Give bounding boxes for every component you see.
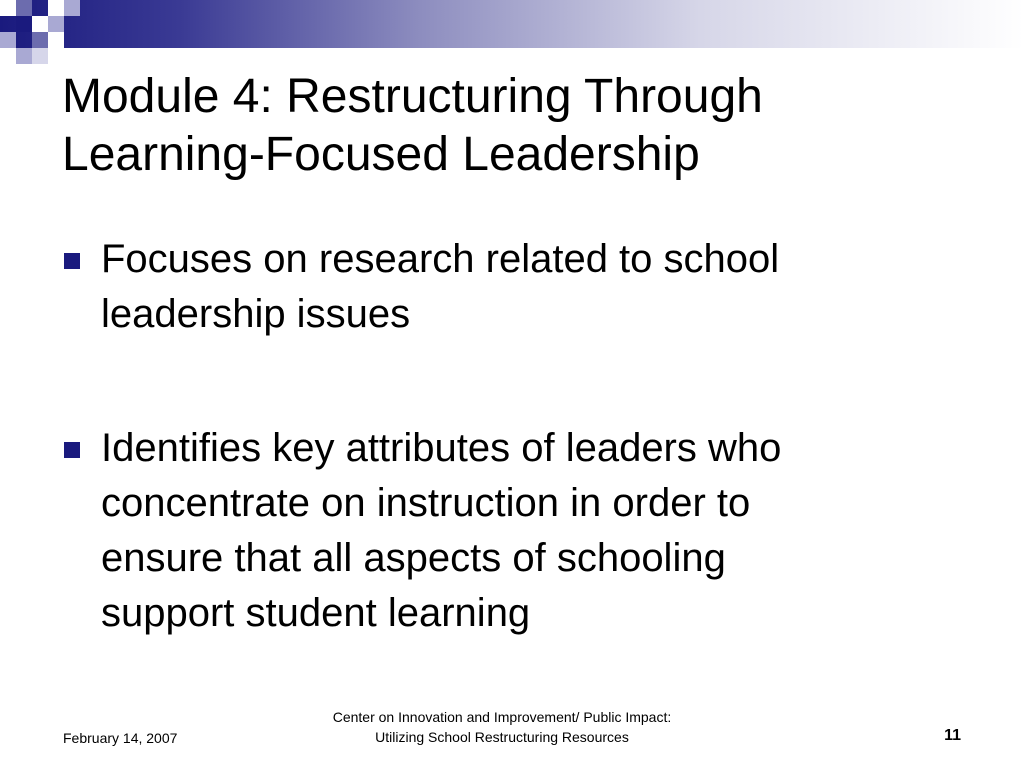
deco-square [16, 0, 32, 16]
bullet-text-line: support student learning [101, 591, 531, 635]
deco-square [32, 32, 48, 48]
footer-source-line: Center on Innovation and Improvement/ Public Impact: [332, 709, 672, 725]
slide-title [62, 68, 1002, 184]
footer-source [242, 707, 762, 747]
deco-square [64, 0, 80, 16]
page-number: 11 [944, 727, 961, 744]
bullet-text-line: ensure that all aspects of schooling [101, 536, 726, 580]
header-gradient-bar [0, 0, 1024, 48]
slide-title-line: Learning-Focused Leadership [62, 128, 700, 181]
deco-square [0, 32, 16, 48]
bullet-item [64, 421, 964, 641]
deco-square [32, 16, 48, 32]
bullet-text-line: Focuses on research related to school [101, 237, 780, 281]
square-bullet-icon [64, 253, 80, 269]
bullet-item [64, 232, 964, 342]
slide-title-line: Module 4: Restructuring Through [62, 70, 763, 123]
deco-square [16, 16, 32, 32]
bullet-text-line: concentrate on instruction in order to [101, 481, 751, 525]
bullet-list [64, 232, 964, 641]
deco-square [48, 32, 64, 48]
square-bullet-icon [64, 442, 80, 458]
footer-date: February 14, 2007 [63, 730, 178, 746]
footer-source-line: Utilizing School Restructuring Resources [375, 729, 629, 745]
deco-square [16, 48, 32, 64]
bullet-text-line: Identifies key attributes of leaders who [101, 426, 782, 470]
deco-square [48, 0, 64, 16]
bullet-text-line: leadership issues [101, 292, 411, 336]
deco-square [32, 48, 48, 64]
deco-square [48, 16, 64, 32]
deco-square [0, 0, 16, 16]
